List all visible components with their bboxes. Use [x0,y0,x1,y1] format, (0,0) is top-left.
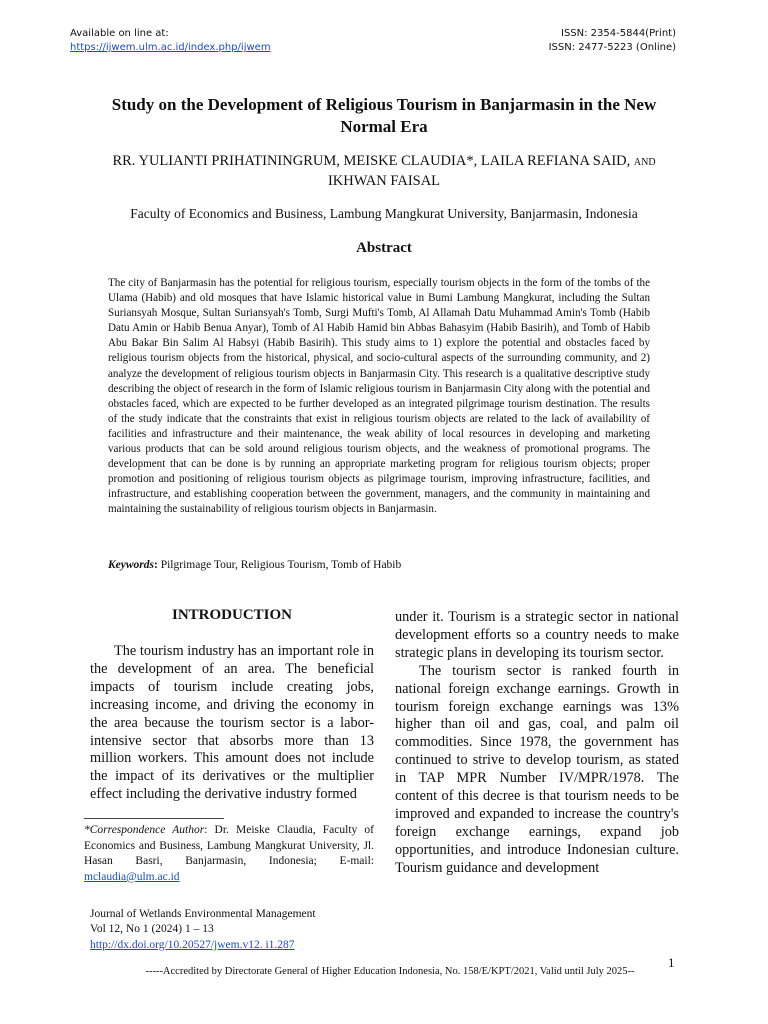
affiliation: Faculty of Economics and Business, Lambung Mangkurat University, Banjarmasin, Indonesia [130,206,638,221]
introduction-heading: INTRODUCTION [171,607,292,623]
header-left [70,27,271,55]
right-column [395,609,679,878]
abstract-heading: Abstract [356,240,412,256]
issn-online: ISSN: 2477-5223 (Online) [548,42,676,53]
footnote-divider [84,818,224,819]
authors-line-2: IKHWAN FAISAL [327,173,441,189]
title-line-1: Study on the Development of Religious Tourism in Banjarmasin in the New [111,95,657,114]
issn-print: ISSN: 2354-5844(Print) [561,28,676,39]
intro-paragraph-1-continued: under it. Tourism is a strategic sector in national development efforts so a country needs to make strategic plans in developing its tourism sector. [395,609,679,661]
authors-and: AND [633,157,656,168]
keywords-list: Pilgrimage Tour, Religious Tourism, Tomb of Habib [160,559,402,571]
journal-url-link[interactable]: https://ijwem.ulm.ac.id/index.php/ijwem [70,42,271,53]
footnote-text: : Dr. Meiske Claudia, Faculty of Economics and Business, Lambung Mangkurat University, Jl. Hasan Basri, Banjarmasin, Indonesia; E-mail: [84,824,374,868]
journal-volume: Vol 12, No 1 (2024) 1 – 13 [90,923,214,936]
intro-paragraph-1: The tourism industry has an important role in the development of an area. The beneficial impacts of tourism include creating jobs, increasing income, and driving the economy in the area because the tourism sector is a labor-intensive sector that absorbs more than 13 million workers. This amount does not include the impact of its derivatives or the multiplier effect including the derivative industry formed [90,643,374,803]
authors [80,152,688,190]
keywords-label: Keywords [108,559,154,571]
accreditation-footer: -----Accredited by Directorate General of Higher Education Indonesia, No. 158/E/KPT/2021, Valid until July 2025-- [145,966,635,977]
header-right [549,27,676,55]
authors-line-1 [80,152,688,172]
footnote-label: *Correspondence Author [84,824,205,836]
left-column [90,643,374,804]
page-number: 1 [668,955,675,970]
keywords: Keywords: Pilgrimage Tour, Religious Tourism, Tomb of Habib [108,559,402,571]
journal-name: Journal of Wetlands Environmental Management [90,908,316,920]
doi-link[interactable]: http://dx.doi.org/10.20527/jwem.v12. i1.287 [90,938,295,951]
correspondence-footnote [84,823,374,885]
authors-names-1: RR. YULIANTI PRIHATININGRUM, MEISKE CLAUDIA*, LAILA REFIANA SAID, [112,153,631,169]
paper-title [90,94,678,138]
title-line-2: Normal Era [340,117,428,136]
journal-info [90,907,316,953]
available-label: Available on line at: [70,28,169,39]
abstract-text: The city of Banjarmasin has the potential for religious tourism, especially tourism objects in the form of the tombs of the Ulama (Habib) and old mosques that have Islamic historical value in Bumi Lambung Mangkurat, including the Sultan Suriansyah Mosque, Sultan Suriansyah's Tomb, Surgi Mufti's Tomb, Al Allamah Datu Muhammad Amin's Tomb (Habib Datu Amin or Habib Benua Anyar), Tomb of Al Habib Hamid bin Abbas Bahasyim (Habib Basirih), and Tomb of Habib Abu Bakar Bin Salim Al Habsyi (Habib Basirih). This study aims to 1) explore the potential and obstacles faced by religious tourism objects from the historical, physical, and socio-cultural aspects of the surrounding community, and 2) analyze the development of religious tourism objects in Banjarmasin City. This research is a qualitative descriptive study describing the object of research in the form of Islamic religious tourism in Banjarmasin City along with the potential and obstacles faced, which are expected to be further developed as an integrated pilgrimage tourism destination. The results of the study indicate that the constraints that exist in religious tourism objects are related to the lack of availability of facilities and infrastructure and their maintenance, the weak ability of local resources in developing and marketing various products that can be sold around religious tourism objects, and the weakness of promotional programs. The development that can be done is by running an appropriate marketing program for religious tourism objects; proper promotion and positioning of religious tourism objects as pilgrimage tourism, improving infrastructure, facilities, and infrastructure, and establishing cooperation between the government, managers, and the community in maintaining and maintaining the sustainability of religious tourism objects in Banjarmasin. [108,277,650,516]
intro-paragraph-2: The tourism sector is ranked fourth in national foreign exchange earnings. Growth in tourism foreign exchange earnings was 13% higher than oil and gas, coal, and palm oil commodities. Since 1978, the government has continued to strive to develop tourism, as stated in TAP MPR Number IV/MPR/1978. The content of this decree is that tourism needs to be improved and expanded to increase the country's foreign exchange earnings, expand job opportunities, and introduce Indonesian culture. Tourism guidance and development [395,662,679,876]
email-link[interactable]: mclaudia@ulm.ac.id [84,870,180,883]
